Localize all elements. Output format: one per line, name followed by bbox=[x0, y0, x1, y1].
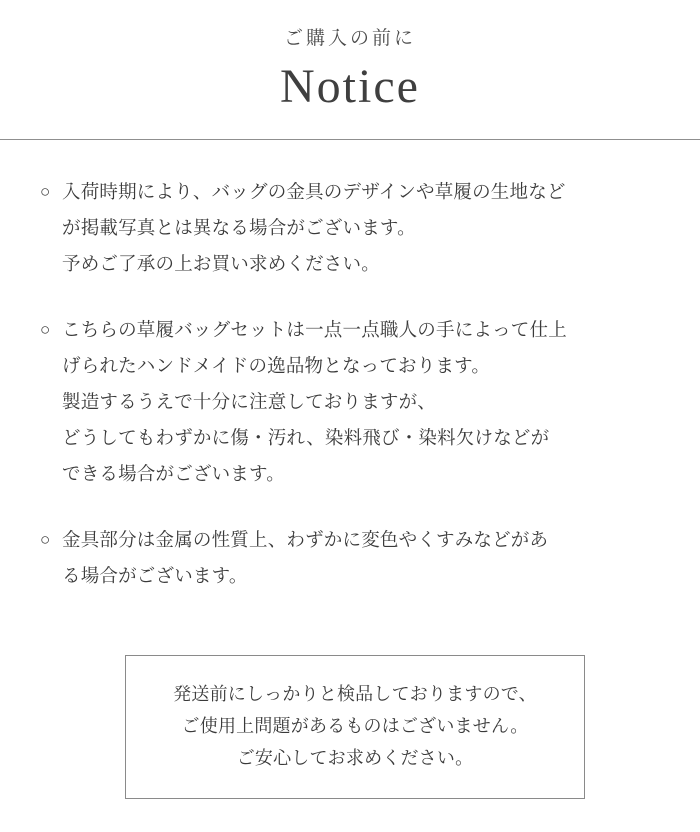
bullet-circle-icon: ○ bbox=[40, 529, 51, 549]
assurance-box bbox=[125, 655, 585, 799]
page-header bbox=[0, 0, 700, 117]
assurance-line: 発送前にしっかりと検品しておりますので、 bbox=[173, 684, 537, 704]
bullet-circle-icon: ○ bbox=[40, 181, 51, 201]
note-line: 金具部分は金属の性質上、わずかに変色やくすみなどがあ bbox=[62, 528, 549, 550]
note-item bbox=[40, 174, 660, 282]
note-line: る場合がございます。 bbox=[62, 564, 248, 586]
page-title: Notice bbox=[280, 59, 420, 113]
assurance-line: ご使用上問題があるものはございません。 bbox=[181, 716, 529, 736]
note-line: が掲載写真とは異なる場合がございます。 bbox=[62, 216, 416, 238]
note-text bbox=[62, 174, 660, 282]
note-item bbox=[40, 312, 660, 492]
note-text bbox=[62, 522, 660, 594]
note-text bbox=[62, 312, 660, 492]
bullet-circle-icon: ○ bbox=[40, 319, 51, 339]
note-line: できる場合がございます。 bbox=[62, 462, 285, 484]
assurance-line: ご安心してお求めください。 bbox=[236, 748, 474, 768]
notes-list bbox=[0, 140, 700, 594]
note-line: どうしてもわずかに傷・汚れ、染料飛び・染料欠けなどが bbox=[62, 426, 550, 448]
note-line: 予めご了承の上お買い求めください。 bbox=[62, 252, 380, 274]
note-line: 入荷時期により、バッグの金具のデザインや草履の生地など bbox=[62, 180, 566, 202]
page-subtitle: ご購入の前に bbox=[283, 28, 416, 49]
note-line: こちらの草履バッグセットは一点一点職人の手によって仕上 bbox=[62, 318, 567, 340]
note-line: げられたハンドメイドの逸品物となっております。 bbox=[62, 354, 491, 376]
note-line: 製造するうえで十分に注意しておりますが、 bbox=[62, 390, 437, 412]
note-item bbox=[40, 522, 660, 594]
